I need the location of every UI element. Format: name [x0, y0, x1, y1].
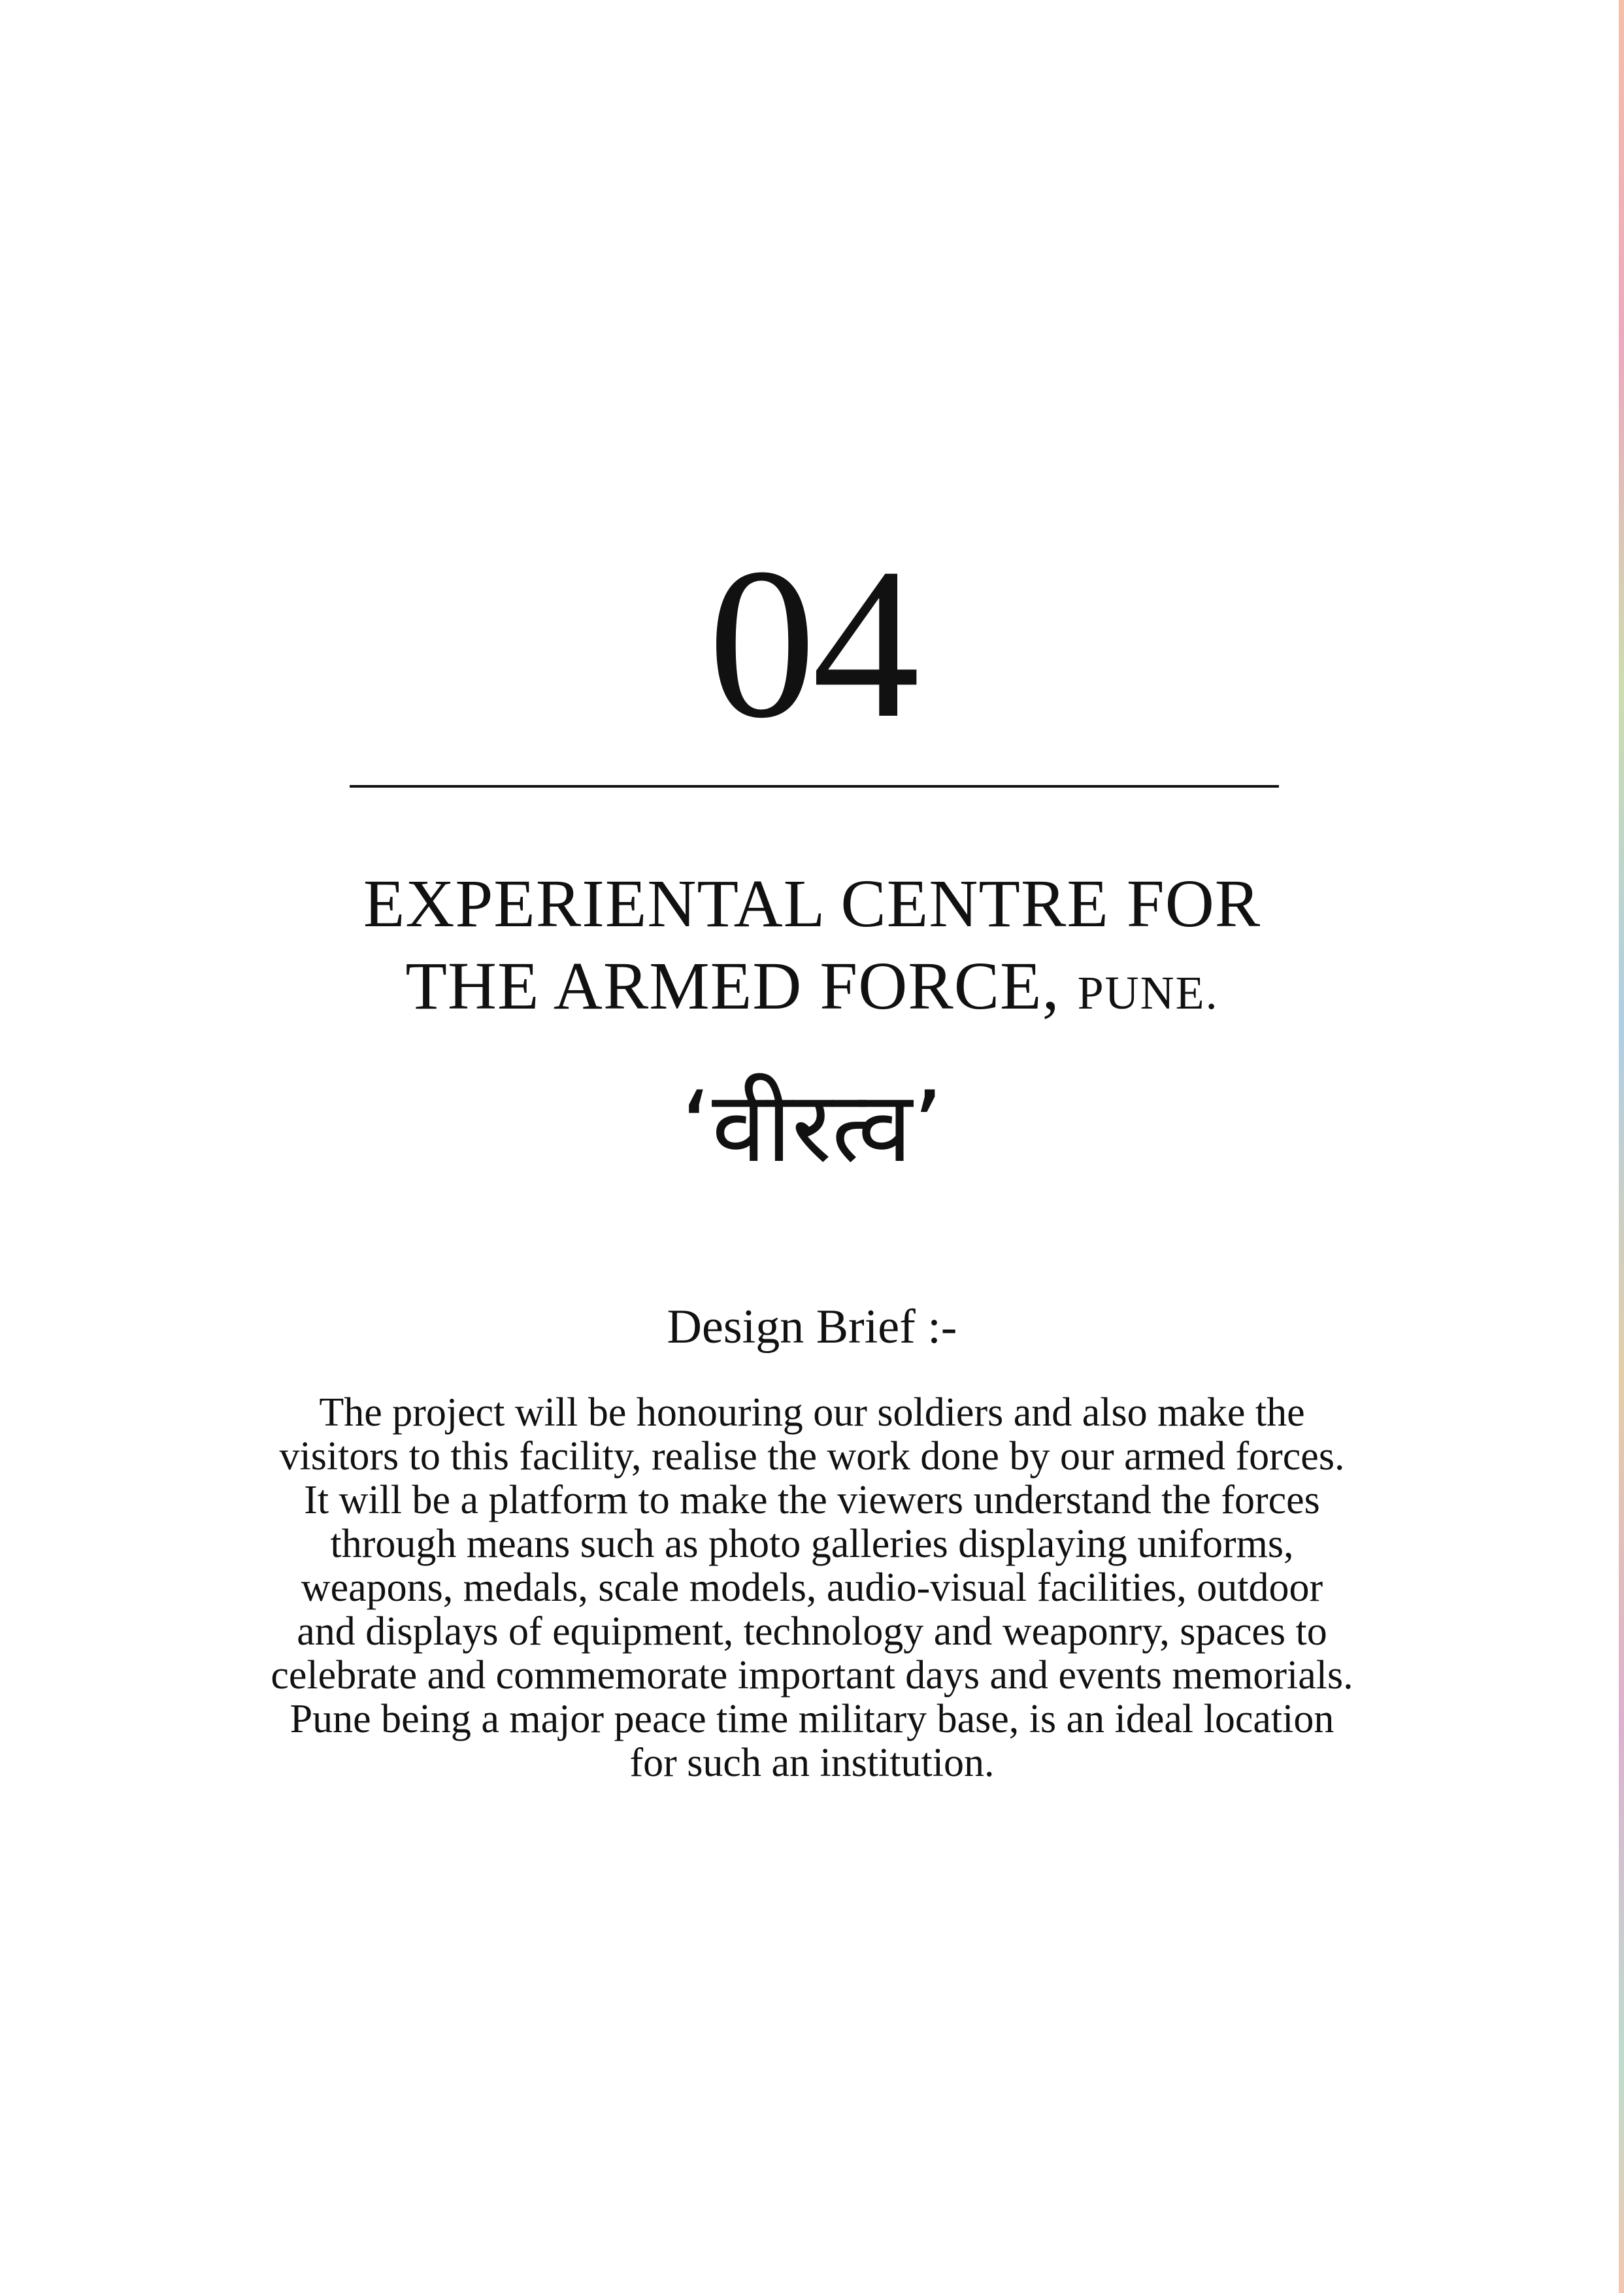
design-brief-body [0, 1391, 1624, 1785]
project-title [0, 863, 1624, 1034]
hindi-title: ‘वीरत्व’ [680, 1071, 944, 1184]
divider-rule [350, 785, 1279, 788]
design-brief-line: and displays of equipment, technology and weaponry, spaces to [297, 1609, 1327, 1654]
design-brief-line: Pune being a major peace time military base, is an ideal location [290, 1697, 1334, 1741]
design-brief-line: The project will be honouring our soldiers and also make the [319, 1390, 1305, 1435]
chapter-number: 04 [708, 524, 916, 763]
design-brief-line: for such an institution. [629, 1741, 995, 1785]
design-brief-line: through means such as photo galleries displaying uniforms, [330, 1522, 1294, 1566]
design-brief-heading: Design Brief :- [667, 1300, 957, 1354]
project-title-line-2-main: THE ARMED FORCE, [405, 948, 1060, 1024]
design-brief-line: celebrate and commemorate important days and events memorials. [271, 1653, 1353, 1698]
design-brief-line: weapons, medals, scale models, audio-visual facilities, outdoor [301, 1565, 1323, 1610]
design-brief-line: It will be a platform to make the viewers understand the forces [304, 1478, 1320, 1522]
project-title-line-2 [0, 945, 1624, 1034]
design-brief-line: visitors to this facility, realise the work done by our armed forces. [279, 1434, 1345, 1479]
project-title-line-1: EXPERIENTAL CENTRE FOR [363, 866, 1261, 941]
project-title-city: PUNE. [1077, 967, 1219, 1019]
